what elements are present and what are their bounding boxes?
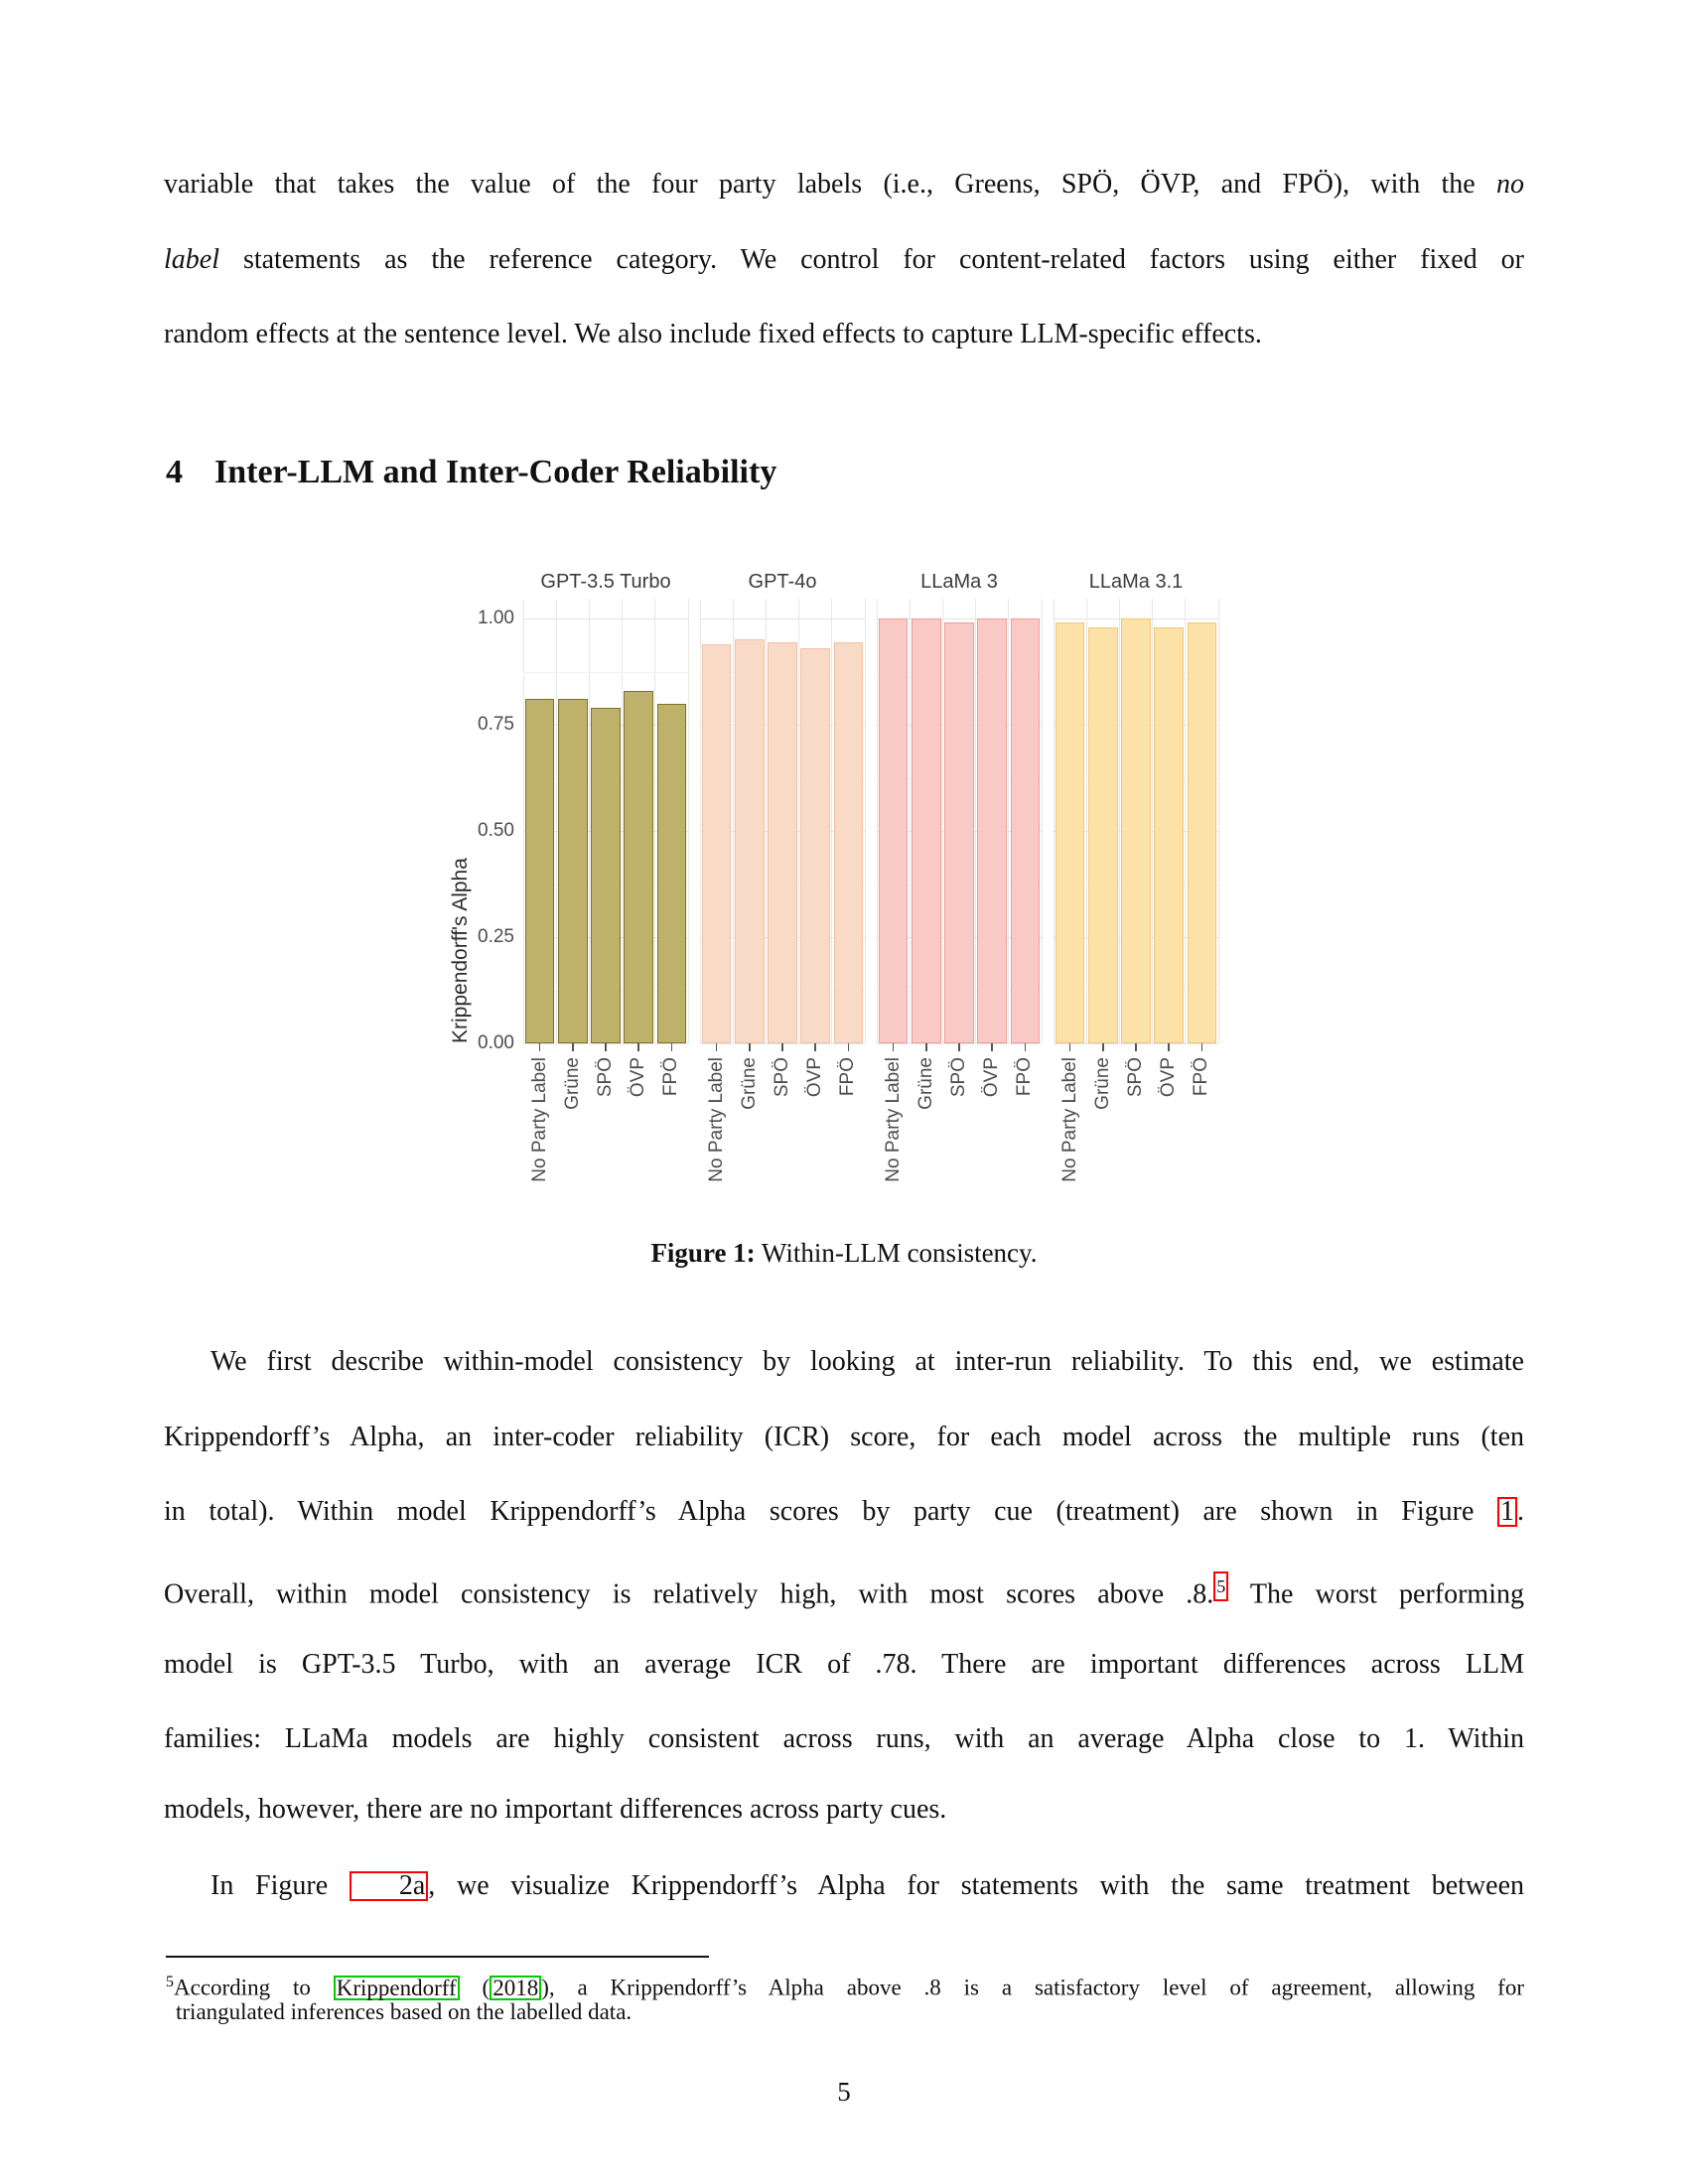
footnote-5-reference-link[interactable]: 5: [1213, 1571, 1228, 1601]
x-axis-label: No Party Label: [1058, 1057, 1080, 1182]
y-tick-label: 0.75: [478, 714, 514, 735]
figure-2a-reference-link[interactable]: 2a: [350, 1871, 428, 1901]
x-axis-label: Grüne: [561, 1057, 583, 1110]
text: models, however, there are no important differences across party cues.: [164, 1794, 947, 1825]
gridline-vertical: [942, 599, 943, 1043]
text: families: LLaMa models are highly consistent across runs, with an average Alpha close to 1. Within: [164, 1723, 1524, 1754]
footnote-line: [176, 1998, 1534, 2025]
x-axis-tick: [671, 1043, 673, 1051]
body-line: [164, 1722, 1524, 1790]
gridline-vertical: [877, 599, 878, 1043]
panel-title: LLaMa 3.1: [1088, 571, 1184, 593]
x-axis-label: SPÖ: [595, 1057, 616, 1098]
text: in total). Within model Krippendorff’s Alpha scores by party cue (treatment) are shown in Figure: [164, 1496, 1497, 1527]
gridline-vertical: [1042, 599, 1043, 1043]
figure-caption-text: Within-LLM consistency.: [755, 1238, 1038, 1268]
text: The worst performing: [1228, 1578, 1524, 1610]
x-axis-label: ÖVP: [1158, 1057, 1180, 1098]
footnote-rule: [166, 1956, 709, 1958]
x-axis-label: FPÖ: [1191, 1057, 1212, 1097]
body-line: [164, 1495, 1524, 1563]
text: (: [459, 1975, 491, 2000]
y-tick-label: 1.00: [478, 608, 514, 628]
chart-panel: [1054, 599, 1218, 1043]
text-italic: no: [1496, 169, 1524, 200]
x-axis-tick: [637, 1043, 639, 1051]
chart-panel: [877, 599, 1042, 1043]
panel-title: GPT-3.5 Turbo: [540, 571, 671, 593]
gridline-minor: [523, 672, 688, 673]
gridline-major: [700, 618, 865, 619]
x-axis-label: FPÖ: [1014, 1057, 1036, 1097]
x-axis-label: No Party Label: [528, 1057, 550, 1182]
bar: [525, 699, 555, 1043]
chart-panel: [700, 599, 865, 1043]
page-number: 5: [837, 2077, 851, 2107]
text-italic: label: [164, 244, 219, 275]
body-line: [164, 1421, 1524, 1488]
bar: [1188, 622, 1217, 1043]
x-axis-label: Grüne: [1091, 1057, 1113, 1110]
body-line: [164, 318, 1524, 351]
bar: [800, 648, 830, 1043]
bar: [912, 618, 941, 1043]
x-axis-tick: [893, 1043, 895, 1051]
citation-author-link[interactable]: Krippendorff: [334, 1976, 460, 2000]
gridline-vertical: [798, 599, 799, 1043]
gridline-vertical: [865, 599, 866, 1043]
x-axis-label: Grüne: [738, 1057, 760, 1110]
gridline-vertical: [1152, 599, 1153, 1043]
text: variable that takes the value of the four party labels (i.e., Greens, SPÖ, ÖVP, and FPÖ), with the: [164, 169, 1496, 200]
text: , we visualize Krippendorff’s Alpha for statements with the same treatment between: [428, 1870, 1524, 1901]
gridline-vertical: [589, 599, 590, 1043]
x-axis-label: FPÖ: [837, 1057, 859, 1097]
x-axis-label: SPÖ: [948, 1057, 969, 1098]
text: random effects at the sentence level. We also include fixed effects to capture LLM-specific effects.: [164, 319, 1262, 349]
figure-caption: [164, 1236, 1524, 1270]
gridline-vertical: [1008, 599, 1009, 1043]
bar: [735, 639, 765, 1043]
x-axis-tick: [1069, 1043, 1071, 1051]
text: statements as the reference category. We control for content-related factors using either fixed or: [219, 244, 1524, 275]
gridline-vertical: [523, 599, 524, 1043]
body-line: [164, 1345, 1524, 1413]
bar: [1121, 618, 1151, 1043]
bar: [624, 691, 653, 1043]
bar: [1088, 627, 1118, 1043]
gridline-vertical: [1218, 599, 1219, 1043]
text: In Figure: [211, 1870, 350, 1901]
figure-1-reference-link[interactable]: 1: [1497, 1497, 1517, 1527]
gridline-vertical: [700, 599, 701, 1043]
x-axis-tick: [958, 1043, 960, 1051]
text: Overall, within model consistency is relatively high, with most scores above .8.: [164, 1578, 1214, 1610]
bar: [657, 704, 687, 1043]
body-line: [164, 168, 1524, 235]
body-line: [164, 1571, 1524, 1645]
chart-panel: [523, 599, 688, 1043]
gridline-vertical: [975, 599, 976, 1043]
body-line: [164, 243, 1524, 311]
x-axis-label: ÖVP: [804, 1057, 826, 1098]
text: We first describe within-model consistency by looking at inter-run reliability. To this end, we estimate: [211, 1346, 1524, 1377]
figure-caption-label: Figure 1:: [650, 1238, 756, 1268]
x-axis-tick: [572, 1043, 574, 1051]
x-axis-tick: [781, 1043, 783, 1051]
bar: [944, 622, 974, 1043]
text: According to: [174, 1975, 334, 2000]
x-axis-label: SPÖ: [1125, 1057, 1146, 1098]
y-axis-title: Krippendorff's Alpha: [449, 858, 472, 1043]
bar: [1055, 622, 1085, 1043]
x-axis-tick: [1025, 1043, 1027, 1051]
gridline-vertical: [910, 599, 911, 1043]
x-axis-tick: [539, 1043, 541, 1051]
x-axis-tick: [814, 1043, 816, 1051]
section-number: 4: [166, 454, 183, 490]
bar: [768, 642, 797, 1043]
bar: [1011, 618, 1041, 1043]
text: Krippendorff’s Alpha, an inter-coder reliability (ICR) score, for each model across the multiple runs (ten: [164, 1422, 1524, 1452]
x-axis-label: No Party Label: [882, 1057, 904, 1182]
bar: [702, 644, 732, 1043]
x-axis-label: ÖVP: [981, 1057, 1003, 1098]
gridline-vertical: [831, 599, 832, 1043]
figure-1-chart: [447, 551, 1241, 1206]
text: .: [1517, 1496, 1524, 1527]
gridline-major: [523, 618, 688, 619]
bar: [977, 618, 1007, 1043]
x-axis-tick: [716, 1043, 718, 1051]
gridline-vertical: [654, 599, 655, 1043]
citation-year-link[interactable]: 2018: [490, 1976, 541, 2000]
section-heading: [166, 453, 776, 492]
x-axis-tick: [848, 1043, 850, 1051]
x-axis-tick: [1102, 1043, 1104, 1051]
x-axis-tick: [1135, 1043, 1137, 1051]
x-axis-label: Grüne: [914, 1057, 936, 1110]
bar: [558, 699, 588, 1043]
section-title: Inter-LLM and Inter-Coder Reliability: [214, 454, 777, 490]
x-axis-tick: [991, 1043, 993, 1051]
y-tick-label: 0.00: [478, 1032, 514, 1053]
body-line: [164, 1648, 1524, 1715]
text: model is GPT-3.5 Turbo, with an average ICR of .78. There are important differences across LLM: [164, 1649, 1524, 1680]
panel-title: GPT-4o: [748, 571, 817, 593]
bar: [834, 642, 864, 1043]
gridline-vertical: [622, 599, 623, 1043]
x-axis-tick: [605, 1043, 607, 1051]
body-line: [164, 1793, 1524, 1827]
x-axis-tick: [1168, 1043, 1170, 1051]
y-tick-label: 0.50: [478, 820, 514, 841]
y-tick-label: 0.25: [478, 926, 514, 947]
x-axis-label: No Party Label: [705, 1057, 727, 1182]
x-axis-tick: [1201, 1043, 1203, 1051]
bar: [591, 708, 621, 1043]
x-axis-label: ÖVP: [628, 1057, 649, 1098]
x-axis-tick: [925, 1043, 927, 1051]
bar: [1154, 627, 1184, 1043]
gridline-vertical: [1119, 599, 1120, 1043]
gridline-vertical: [1185, 599, 1186, 1043]
text: triangulated inferences based on the labelled data.: [176, 1999, 633, 2024]
body-line: [164, 1869, 1524, 1937]
x-axis-label: FPÖ: [660, 1057, 682, 1097]
footnote-marker: 5: [166, 1974, 174, 1990]
x-axis-label: SPÖ: [772, 1057, 792, 1098]
gridline-vertical: [1086, 599, 1087, 1043]
bar: [879, 618, 909, 1043]
gridline-vertical: [688, 599, 689, 1043]
text: ), a Krippendorff’s Alpha above .8 is a satisfactory level of agreement, allowing for: [541, 1975, 1525, 2000]
gridline-vertical: [766, 599, 767, 1043]
x-axis-tick: [749, 1043, 751, 1051]
gridline-vertical: [1054, 599, 1055, 1043]
panel-title: LLaMa 3: [920, 571, 998, 593]
gridline-vertical: [556, 599, 557, 1043]
gridline-vertical: [733, 599, 734, 1043]
